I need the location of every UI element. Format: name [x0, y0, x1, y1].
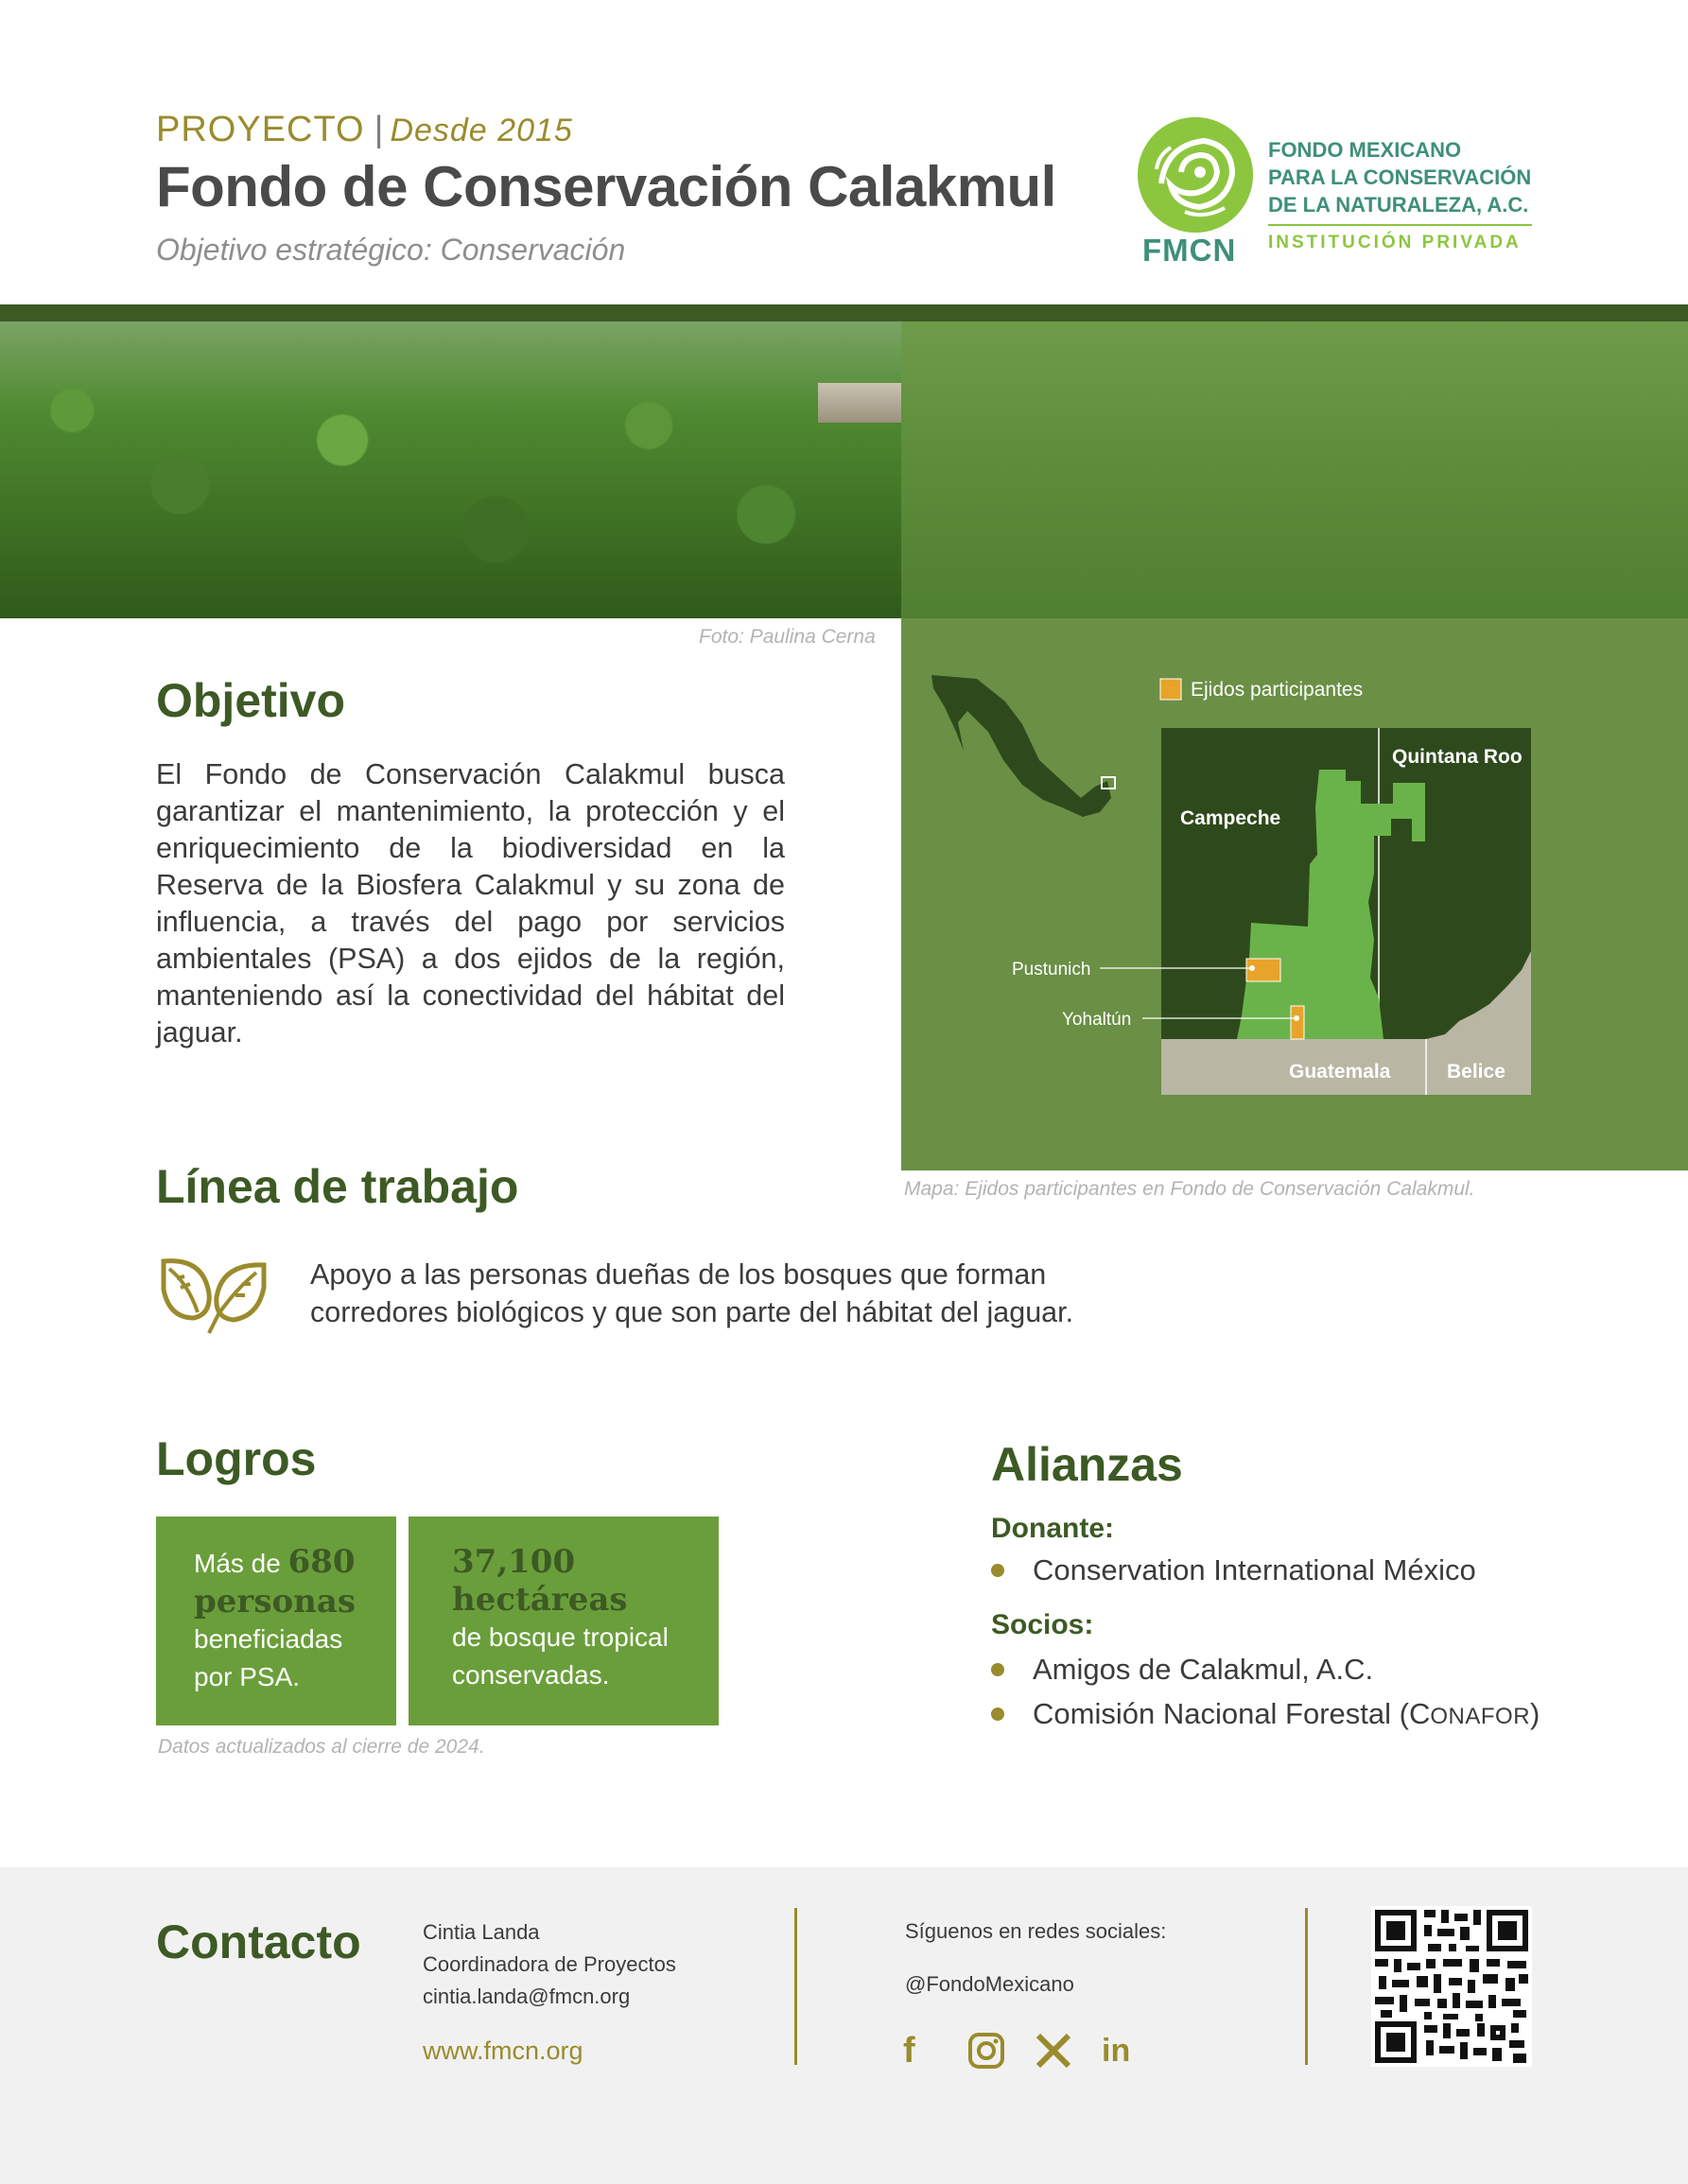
header-bar [0, 304, 1688, 321]
contacto-heading: Contacto [156, 1915, 361, 1968]
socios-label: Socios: [991, 1609, 1094, 1640]
contact-details [423, 1916, 676, 2013]
bullet-icon [991, 1707, 1004, 1721]
linea-heading: Línea de trabajo [156, 1160, 519, 1213]
label-pustunich: Pustunich [1012, 960, 1091, 979]
label-campeche: Campeche [1180, 807, 1281, 829]
logro-box-personas: Más de 680 personas beneficiadas por PSA. [156, 1517, 396, 1725]
qr-code-icon[interactable] [1371, 1906, 1532, 2067]
maya-ruin-photo-detail [818, 383, 901, 423]
map-figure [901, 618, 1688, 1170]
legend-swatch [1160, 679, 1181, 700]
photo-credit: Foto: Paulina Cerna [699, 626, 876, 648]
logo-acronym: FMCN [1142, 233, 1237, 268]
objetivo-heading: Objetivo [156, 674, 346, 727]
since-year: Desde 2015 [390, 113, 573, 148]
logros-heading: Logros [156, 1432, 317, 1485]
leaves-icon [156, 1256, 271, 1337]
page-subtitle: Objetivo estratégico: Conservación [156, 233, 626, 267]
logo-org-name: FONDO MEXICANO PARA LA CONSERVACIÓN DE LA NATURALEZA, A.C. [1268, 138, 1532, 217]
contact-name: Cintia Landa [423, 1920, 540, 1944]
mexico-silhouette [931, 675, 1111, 817]
label-belice: Belice [1447, 1061, 1505, 1083]
donante-label: Donante: [991, 1513, 1114, 1544]
logo-tagline: INSTITUCIÓN PRIVADA [1268, 233, 1522, 252]
contact-email[interactable]: cintia.landa@fmcn.org [423, 1985, 631, 2008]
facebook-icon[interactable]: f [903, 2031, 915, 2071]
label-quintana-roo: Quintana Roo [1392, 746, 1523, 768]
legend-label: Ejidos participantes [1191, 679, 1364, 701]
ejido-yohaltun [1291, 1006, 1304, 1039]
alianzas-heading: Alianzas [991, 1438, 1183, 1491]
logros-note: Datos actualizados al cierre de 2024. [158, 1736, 485, 1758]
list-item: Comisión Nacional Forestal (CONAFOR) [991, 1697, 1540, 1731]
website-link[interactable]: www.fmcn.org [423, 2037, 583, 2065]
follow-label: Síguenos en redes sociales: [905, 1919, 1167, 1943]
logro-number-hectareas: 37,100 [452, 1543, 576, 1581]
page-title: Fondo de Conservación Calakmul [156, 155, 1056, 218]
forest-photo-right [901, 321, 1688, 618]
list-item: Conservation International México [991, 1553, 1476, 1587]
footer-divider [794, 1908, 797, 2065]
linea-text: Apoyo a las personas dueñas de los bosques que forman corredores biológicos y que son parte del hábitat del jaguar. [310, 1258, 1074, 1328]
bullet-icon [991, 1564, 1004, 1577]
bullet-icon [991, 1663, 1004, 1676]
list-item: Amigos de Calakmul, A.C. [991, 1653, 1373, 1687]
yohaltun-marker [1294, 1015, 1299, 1021]
label-guatemala: Guatemala [1289, 1061, 1391, 1083]
forest-photo-left [0, 321, 901, 618]
project-kicker: PROYECTO | Desde 2015 [156, 110, 573, 149]
pustunich-marker [1249, 965, 1255, 971]
contact-role: Coordinadora de Proyectos [423, 1952, 676, 1976]
logro-box-hectareas: 37,100 hectáreas de bosque tropical conservadas. [409, 1517, 719, 1725]
linkedin-icon[interactable]: in [1102, 2033, 1131, 2069]
fmcn-logo-icon [1138, 117, 1253, 233]
map-caption: Mapa: Ejidos participantes en Fondo de Conservación Calakmul. [904, 1178, 1475, 1200]
x-icon[interactable] [1034, 2031, 1073, 2071]
label-yohaltun: Yohaltún [1062, 1010, 1132, 1030]
logo-divider [1268, 224, 1532, 226]
footer-divider [1305, 1908, 1308, 2065]
social-handle[interactable]: @FondoMexicano [905, 1972, 1074, 1996]
logro-number-personas: 680 [287, 1543, 356, 1581]
instagram-icon[interactable] [966, 2031, 1006, 2071]
objetivo-text: El Fondo de Conservación Calakmul busca garantizar el mantenimiento, la protección y el enriquecimiento de la biodiversidad en la Reserva de la Biosfera Calakmul y su zona de influencia, a través del pago por servicios ambientales (PSA) a dos ejidos de la región, manteniendo así la conectividad del hábitat del jaguar. [156, 758, 785, 1049]
